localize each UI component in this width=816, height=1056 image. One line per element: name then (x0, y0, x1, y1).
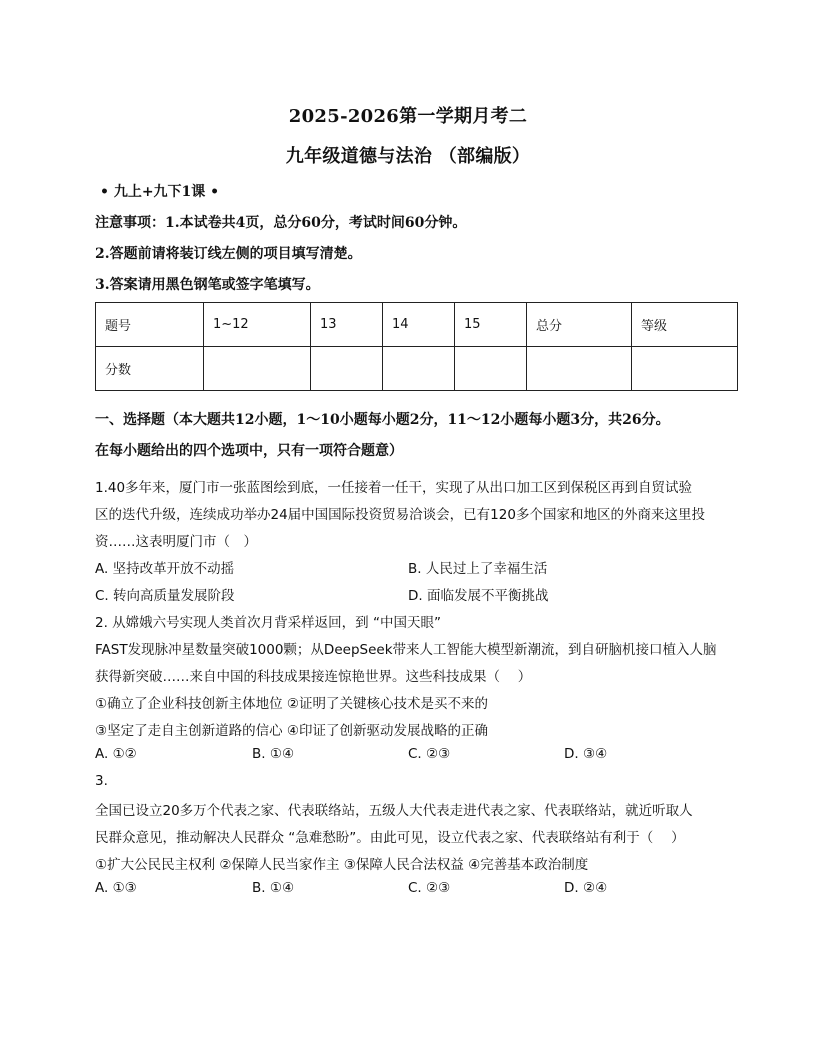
q3-stem-line-2: 民群众意见，推动解决人民群众 “急难愁盼”。由此可见，设立代表之家、代表联络站有利于（ ） (95, 830, 685, 846)
q3-option-a: A. ①③ (95, 880, 137, 896)
q3-option-d: D. ②④ (564, 880, 608, 896)
exam-subtitle: 九年级道德与法治 （部编版） (285, 146, 531, 167)
score-table-header: 15 (455, 303, 527, 347)
score-table-header: 13 (311, 303, 383, 347)
score-cell (527, 347, 632, 391)
score-table-row (96, 347, 738, 391)
score-table-header: 14 (383, 303, 455, 347)
score-table-header: 等级 (632, 303, 738, 347)
score-table-header: 1~12 (204, 303, 311, 347)
score-cell (455, 347, 527, 391)
q2-stem-line-1: 2. 从嫦娥六号实现人类首次月背采样返回，到 “中国天眼” (95, 615, 441, 631)
q1-option-b: B. 人民过上了幸福生活 (408, 561, 548, 577)
score-table-header: 题号 (96, 303, 204, 347)
q2-option-d: D. ③④ (564, 746, 608, 762)
q1-stem-line-1: 1.40多年来，厦门市一张蓝图绘到底，一任接着一任干，实现了从出口加工区到保税区再到自贸试验 (95, 480, 693, 496)
q1-option-d: D. 面临发展不平衡挑战 (408, 588, 549, 604)
score-cell (204, 347, 311, 391)
exam-title: 2025-2026第一学期月考二 (288, 106, 528, 127)
q2-stem-line-3: 获得新突破……来自中国的科技成果接连惊艳世界。这些科技成果（ ） (95, 669, 532, 685)
score-cell (311, 347, 383, 391)
notice-line-1: 注意事项：1.本试卷共4页，总分60分，考试时间60分钟。 (95, 215, 467, 231)
score-table-header-row (96, 303, 738, 347)
notice-line-2: 2.答题前请将装订线左侧的项目填写清楚。 (95, 246, 362, 262)
q1-stem-line-3: 资……这表明厦门市（ ） (95, 534, 257, 550)
exam-scope: • 九上+九下1课 • (100, 184, 220, 200)
q3-stem-line-1: 全国已设立20多万个代表之家、代表联络站，五级人大代表走进代表之家、代表联络站，就近听取人 (95, 803, 693, 819)
score-cell (383, 347, 455, 391)
q2-statement-line-1: ①确立了企业科技创新主体地位 ②证明了关键核心技术是买不来的 (95, 696, 488, 712)
section-heading: 一、选择题（本大题共12小题，1～10小题每小题2分，11～12小题每小题3分，共26分。 (95, 412, 670, 428)
q3-number: 3. (95, 773, 108, 789)
q2-statement-line-2: ③坚定了走自主创新道路的信心 ④印证了创新驱动发展战略的正确 (95, 723, 488, 739)
score-row-label: 分数 (96, 347, 204, 391)
q2-option-a: A. ①② (95, 746, 137, 762)
score-table-header: 总分 (527, 303, 632, 347)
section-heading-cont: 在每小题给出的四个选项中，只有一项符合题意） (95, 443, 403, 459)
q1-stem-line-2: 区的迭代升级，连续成功举办24届中国国际投资贸易洽谈会，已有120多个国家和地区的外商来这里投 (95, 507, 705, 523)
q3-option-b: B. ①④ (252, 880, 295, 896)
q3-statement-line: ①扩大公民民主权利 ②保障人民当家作主 ③保障人民合法权益 ④完善基本政治制度 (95, 857, 589, 873)
q2-stem-line-2: FAST发现脉冲星数量突破1000颗；从DeepSeek带来人工智能大模型新潮流，到自研脑机接口植入人脑 (95, 642, 717, 658)
q2-option-b: B. ①④ (252, 746, 295, 762)
notice-line-3: 3.答案请用黑色钢笔或签字笔填写。 (95, 277, 320, 293)
q1-option-a: A. 坚持改革开放不动摇 (95, 561, 235, 577)
q1-option-c: C. 转向高质量发展阶段 (95, 588, 235, 604)
q3-option-c: C. ②③ (408, 880, 451, 896)
score-table (95, 302, 738, 391)
score-cell (632, 347, 738, 391)
q2-option-c: C. ②③ (408, 746, 451, 762)
